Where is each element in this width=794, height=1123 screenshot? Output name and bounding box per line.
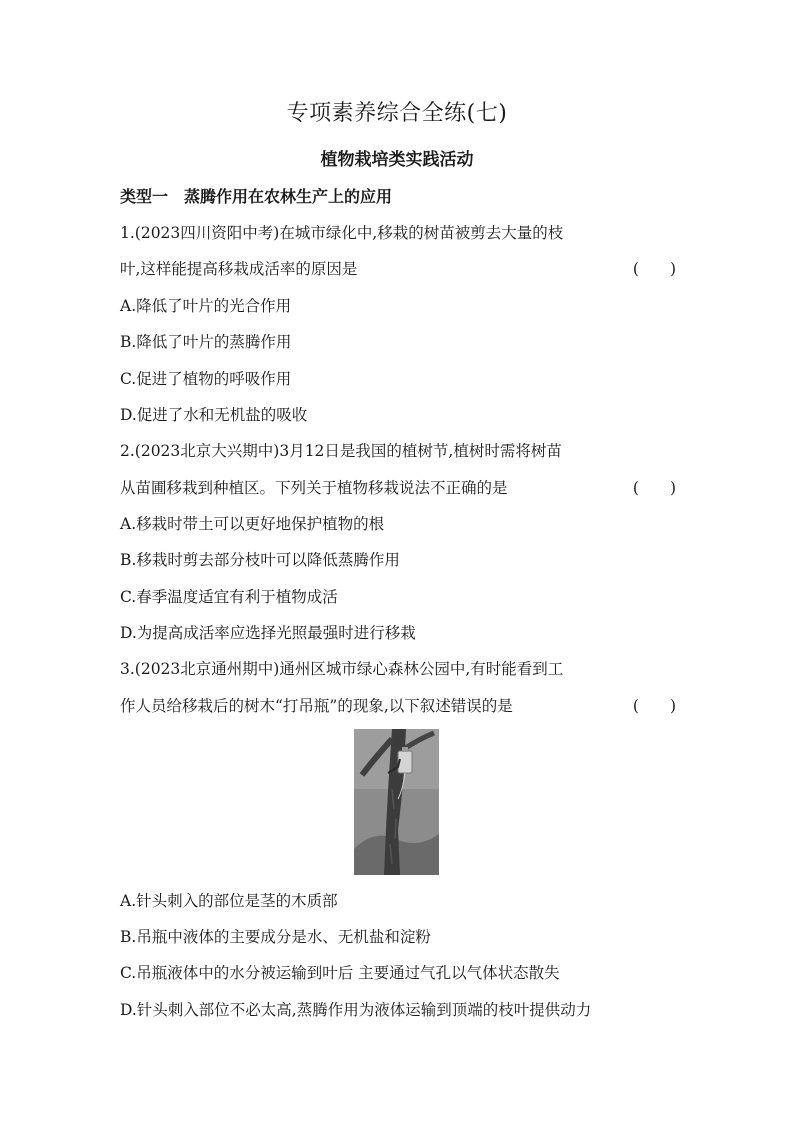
page-subtitle: 植物栽培类实践活动 (320, 150, 474, 170)
tree-photo-illustration (354, 729, 439, 875)
question-2-option-b: B.移栽时剪去部分枝叶可以降低蒸腾作用 (120, 551, 400, 569)
question-3-stem-line-2 (120, 695, 676, 717)
question-3-option-b: B.吊瓶中液体的主要成分是水、无机盐和淀粉 (120, 928, 431, 946)
question-3-option-c: C.吊瓶液体中的水分被运输到叶后 主要通过气孔以气体状态散失 (120, 964, 560, 982)
question-2-option-c: C.春季温度适宜有利于植物成活 (120, 588, 338, 606)
answer-blank: ( ) (632, 260, 676, 278)
question-1-stem-line-2 (120, 258, 676, 280)
question-1-option-a: A.降低了叶片的光合作用 (120, 297, 292, 315)
question-2-option-a: A.移栽时带土可以更好地保护植物的根 (120, 515, 385, 533)
question-3-option-a: A.针头刺入的部位是茎的木质部 (120, 892, 338, 910)
question-1-stem-text: 叶,这样能提高移栽成活率的原因是 (120, 260, 358, 278)
tree-iv-drip-photo (354, 729, 439, 875)
question-3-option-d: D.针头刺入部位不必太高,蒸腾作用为液体运输到顶端的枝叶提供动力 (120, 1001, 592, 1019)
question-3-stem-line-1: 3.(2023北京通州期中)通州区城市绿心森林公园中,有时能看到工 (120, 660, 564, 678)
section-heading: 类型一 蒸腾作用在农林生产上的应用 (120, 187, 393, 206)
question-1-stem-line-1: 1.(2023四川资阳中考)在城市绿化中,移栽的树苗被剪去大量的枝 (120, 224, 564, 242)
question-2-stem-line-1: 2.(2023北京大兴期中)3月12日是我国的植树节,植树时需将树苗 (120, 442, 562, 460)
question-1-option-c: C.促进了植物的呼吸作用 (120, 370, 292, 388)
question-3-stem-text: 作人员给移栽后的树木“打吊瓶”的现象,以下叙述错误的是 (120, 697, 513, 715)
question-1-option-d: D.促进了水和无机盐的吸收 (120, 406, 308, 424)
question-2-stem-line-2 (120, 477, 676, 499)
answer-blank: ( ) (632, 697, 676, 715)
answer-blank: ( ) (632, 479, 676, 497)
page-title: 专项素养综合全练(七) (286, 101, 508, 126)
question-2-option-d: D.为提高成活率应选择光照最强时进行移栽 (120, 624, 416, 642)
question-2-stem-text: 从苗圃移栽到种植区。下列关于植物移栽说法不正确的是 (120, 479, 508, 497)
question-1-option-b: B.降低了叶片的蒸腾作用 (120, 333, 292, 351)
